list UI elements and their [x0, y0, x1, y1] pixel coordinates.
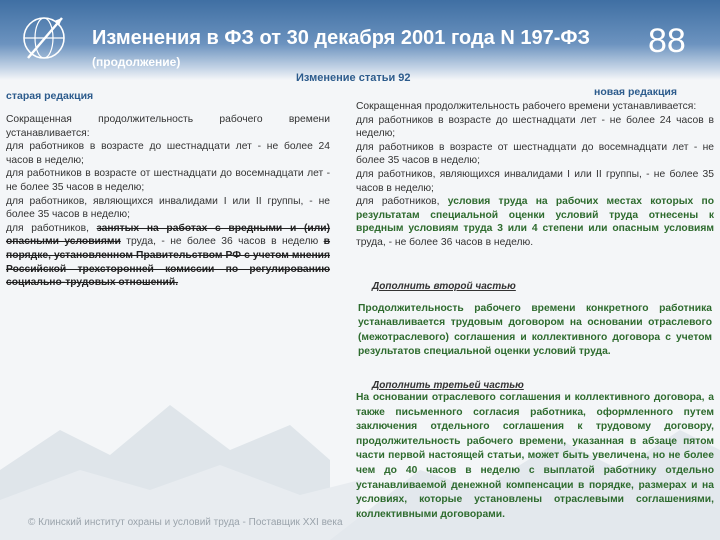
- old-p5-mid: труда, - не более 36 часов в неделю: [120, 236, 324, 248]
- footer-text: © Клинский институт охраны и условий труда - Поставщик XXI века: [28, 517, 343, 528]
- old-version-column: [6, 113, 330, 290]
- new-p1-text: Сокращенная продолжительность рабочего времени устанавливается:: [356, 101, 697, 112]
- slide-number: 88: [648, 22, 686, 60]
- change-title: Изменение статьи 92: [296, 72, 411, 84]
- add-part-two-header: Дополнить второй частью: [372, 281, 516, 292]
- page-subtitle: (продолжение): [92, 55, 181, 69]
- add-part-three-header: Дополнить третьей частью: [372, 380, 524, 391]
- new-p4: для работников, являющихся инвалидами I или II группы, - не более 35 часов в неделю;: [356, 168, 714, 194]
- new-p3: для работников в возрасте от шестнадцати до восемнадцати лет - не более 35 часов в неделю;: [356, 141, 714, 167]
- old-p5-strike2: в порядке, установленном Правительством РФ с учетом мнения Российской трехсторонней комиссии по регулированию социально-трудовых отношений.: [6, 236, 331, 289]
- new-p5-start: для работников,: [356, 196, 448, 208]
- add-part-two-text: Продолжительность рабочего времени конкретного работника устанавливается трудовым договором на основании отраслевого (межотраслевого) соглашения и коллективного договора с учетом результатов специальной оценки условий труда.: [358, 303, 712, 358]
- new-p1: [356, 100, 714, 114]
- old-version-label: старая редакция: [6, 90, 94, 102]
- new-version-column: [356, 100, 714, 250]
- page-title: Изменения в ФЗ от 30 декабря 2001 года N 197-ФЗ: [92, 27, 590, 49]
- old-p5-start: для работников,: [6, 222, 97, 234]
- new-version-label: [594, 86, 677, 98]
- add-part-three-text: На основании отраслевого соглашения и коллективного договора, а также письменного согласия работника, оформленного путем заключения отдельного соглашения к трудовому договору, продолжительность рабочего времени, указанная в абзаце пятом части первой настоящей статьи, может быть увеличена, но не более чем до 40 часов в неделю с выплатой работнику отдельно устанавливаемой денежной компенсации в порядке, размерах и на условиях, которые установлены отраслевыми соглашениями, коллективными договорами.: [356, 392, 714, 520]
- old-p3: для работников в возрасте от шестнадцати до восемнадцати лет - не более 35 часов в неделю;: [6, 168, 330, 193]
- new-p5-highlight: условия труда на рабочих местах которых по результатам специальной оценки условий труда отнесены к вредным условиям труда 3 или 4 степени или опасным условиям: [356, 196, 715, 235]
- old-p5: [6, 222, 330, 290]
- institute-logo: [18, 8, 74, 68]
- old-p5-strike1: занятых на работах с вредными и (или) опасными условиями: [6, 222, 331, 248]
- old-p2: для работников в возрасте до шестнадцати лет - не более 24 часов в неделю;: [6, 141, 330, 166]
- new-version-label-line1: новая редакция: [594, 86, 678, 98]
- new-p5: [356, 195, 714, 249]
- old-p4: для работников, являющихся инвалидами I или II группы, - не более 35 часов в неделю;: [6, 195, 330, 221]
- new-p5-end: труда, - не более 36 часов в неделю.: [356, 236, 534, 248]
- old-p1: Сокращенная продолжительность рабочего времени устанавливается:: [6, 114, 330, 139]
- new-p2: для работников в возрасте до шестнадцати лет - не более 24 часов в неделю;: [356, 114, 714, 140]
